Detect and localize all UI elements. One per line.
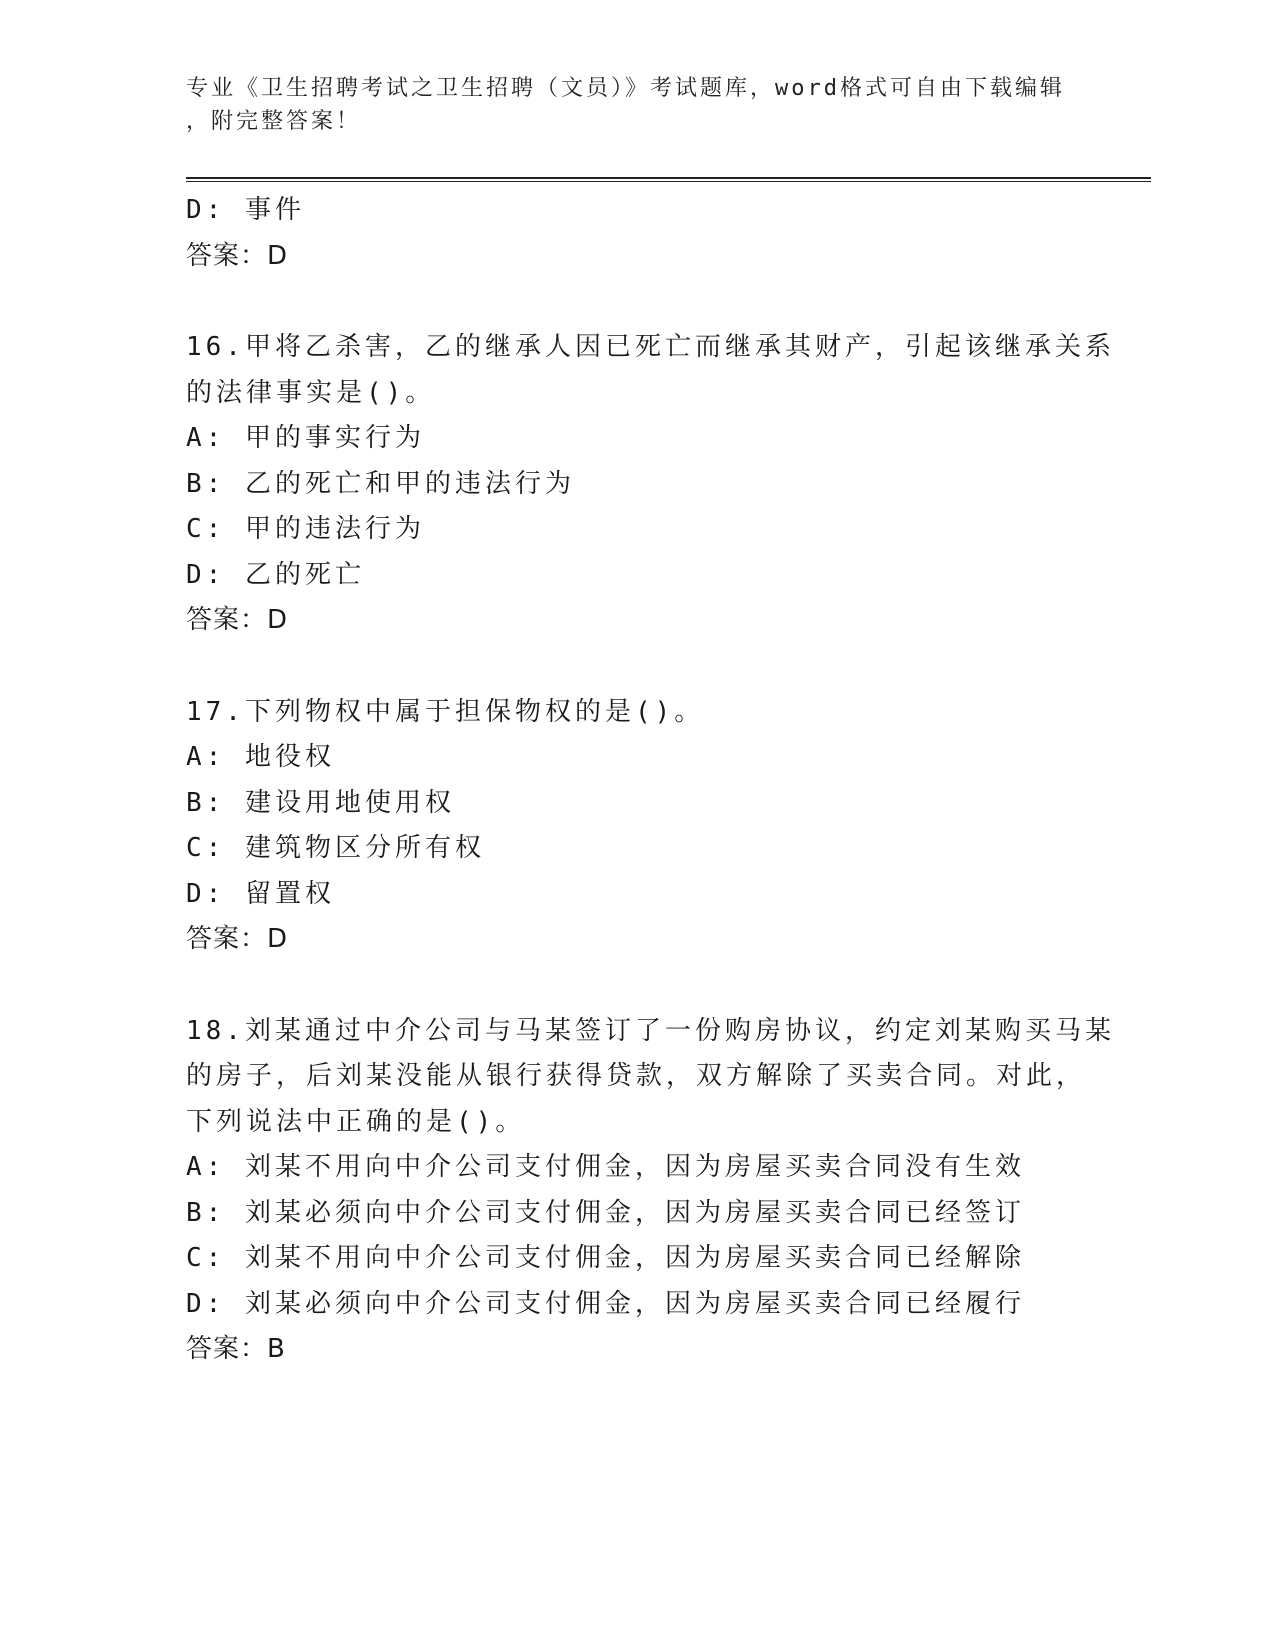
question-gap [186,644,1086,690]
header-divider-thin [186,181,1151,182]
question-gap [186,279,1086,325]
question-stem-line: 18.刘某通过中介公司与马某签订了一份购房协议，约定刘某购买马某 [186,1015,1115,1046]
option-b: B: 建设用地使用权 [186,787,455,818]
question-18 [186,1009,1115,1373]
question-16 [186,325,1115,644]
header-line-1: 专业《卫生招聘考试之卫生招聘（文员）》考试题库，word格式可自由下载编辑 [186,76,1065,101]
answer-line: 答案：B [186,1334,286,1364]
answer-line: 答案：D [186,924,289,954]
option-a: A: 刘某不用向中介公司支付佣金，因为房屋买卖合同没有生效 [186,1152,1025,1182]
question-stem-line: 17.下列物权中属于担保物权的是()。 [186,696,705,727]
question-gap [186,963,1086,1009]
option-c: C: 建筑物区分所有权 [186,833,485,863]
option-a: A: 甲的事实行为 [186,423,425,453]
option-c: C: 甲的违法行为 [186,514,425,544]
option-b: B: 乙的死亡和甲的违法行为 [186,468,575,499]
option-a: A: 地役权 [186,742,335,772]
option-d: D: 刘某必须向中介公司支付佣金，因为房屋买卖合同已经履行 [186,1288,1025,1319]
question-stem-line: 16.甲将乙杀害，乙的继承人因已死亡而继承其财产，引起该继承关系 [186,332,1115,362]
option-d: D: 乙的死亡 [186,559,365,590]
prev-question-tail [186,188,1086,279]
question-stem-line: 下列说法中正确的是()。 [186,1106,526,1137]
question-17 [186,690,1086,963]
option-d: D: 留置权 [186,878,335,909]
option-b: B: 刘某必须向中介公司支付佣金，因为房屋买卖合同已经签订 [186,1197,1025,1228]
question-stem-line: 的房子，后刘某没能从银行获得贷款，双方解除了买卖合同。对此， [186,1061,1087,1091]
question-stem-line: 的法律事实是()。 [186,377,436,408]
document-body [186,188,1115,1373]
answer-line: 答案：D [186,605,289,635]
option-c: C: 刘某不用向中介公司支付佣金，因为房屋买卖合同已经解除 [186,1243,1025,1273]
option-d: D: 事件 [186,195,305,225]
document-header [186,72,1086,138]
header-line-2: ，附完整答案！ [186,109,362,134]
header-divider-thick [186,177,1151,179]
answer-line: 答案：D [186,240,289,271]
